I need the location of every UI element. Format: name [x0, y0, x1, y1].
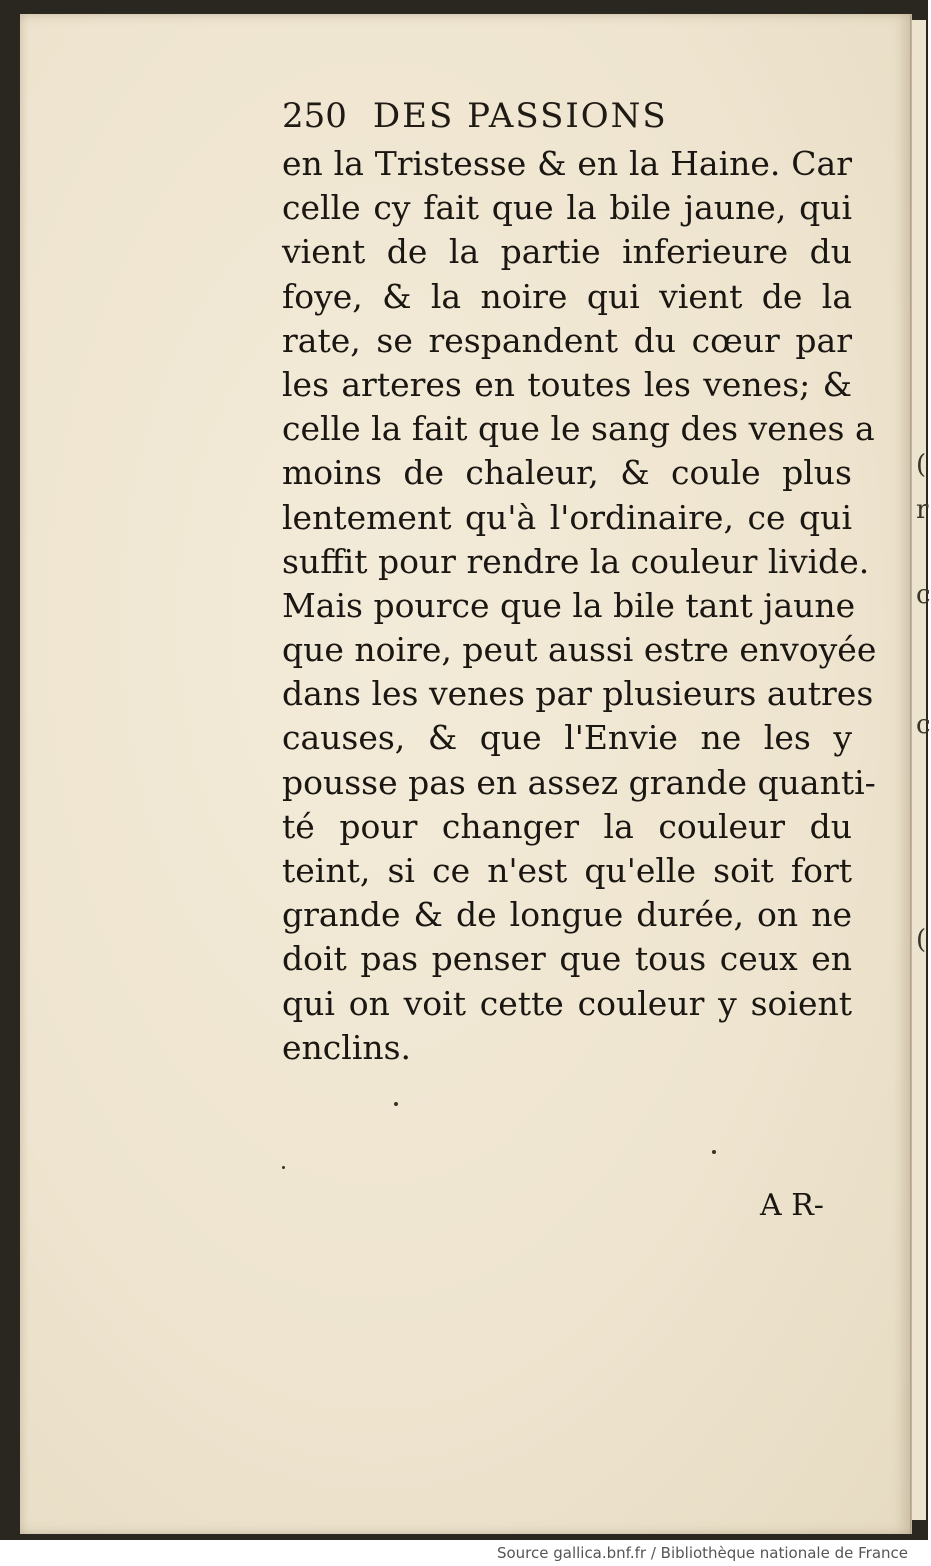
text-line: dans les venes par plusieurs autres	[282, 674, 874, 714]
text-line: rate, se respandent du cœur par	[282, 320, 852, 360]
body-text	[282, 142, 877, 1070]
text-line: foye, & la noire qui vient de la	[282, 276, 852, 316]
facing-page-edge: ( r c c (	[912, 20, 926, 1520]
text-line: qui on voit cette couleur y soient	[282, 983, 852, 1023]
source-footer: Source gallica.bnf.fr / Bibliothèque nationale de France	[496, 1544, 908, 1562]
text-line: celle cy fait que la bile jaune, qui	[282, 188, 852, 228]
text-line: teint, si ce n'est qu'elle soit fort	[282, 851, 852, 890]
text-line: enclins.	[282, 1027, 412, 1067]
text-line: causes, & que l'Envie ne les y	[282, 718, 852, 758]
text-line: en la Tristesse & en la Haine. Car	[282, 144, 852, 183]
text-line: que noire, peut aussi estre envoyée	[282, 630, 877, 670]
running-title: DES PASSIONS	[372, 96, 668, 136]
ink-speck	[282, 1166, 285, 1169]
text-line: vient de la partie inferieure du	[282, 232, 852, 272]
catchword: A R-	[760, 1188, 824, 1223]
text-line: lentement qu'à l'ordinaire, ce qui	[282, 497, 852, 537]
page-number: 250	[282, 96, 347, 136]
ink-speck	[712, 1150, 716, 1154]
text-line: suffit pour rendre la couleur livide.	[282, 541, 870, 581]
text-line: té pour changer la couleur du	[282, 806, 852, 846]
text-line: pousse pas en assez grande quanti-	[282, 762, 876, 802]
text-line: les arteres en toutes les venes; &	[282, 364, 852, 404]
text-line: celle la fait que le sang des venes a	[282, 409, 875, 449]
text-line: Mais pource que la bile tant jaune	[282, 585, 856, 625]
running-head	[282, 96, 862, 142]
text-line: moins de chaleur, & coule plus	[282, 453, 852, 493]
text-line: doit pas penser que tous ceux en	[282, 939, 852, 979]
text-line: grande & de longue durée, on ne	[282, 895, 852, 935]
ink-speck	[394, 1102, 398, 1106]
